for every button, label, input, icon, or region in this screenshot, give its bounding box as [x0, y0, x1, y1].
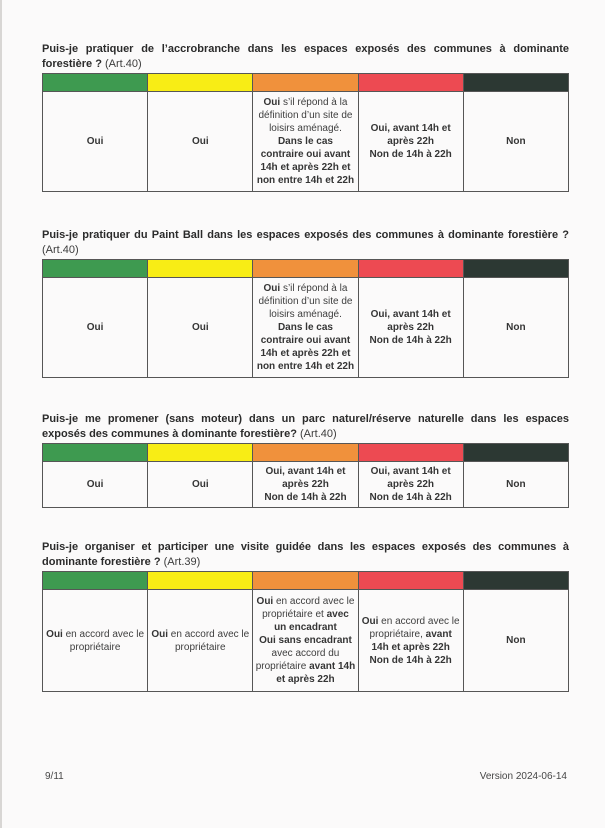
decision-table-promenade: [42, 443, 569, 508]
answer-cell-yellow: [148, 278, 253, 378]
answer-cell-green: [43, 590, 148, 692]
risk-band-yellow: [148, 444, 253, 462]
risk-band-green: [43, 444, 148, 462]
answer-row: [43, 92, 569, 192]
risk-band-black: [463, 572, 568, 590]
answer-text: Oui en accord avec le propriétaire, avant 14h et après 22h Non de 14h à 22h: [361, 615, 460, 666]
risk-band-yellow: [148, 74, 253, 92]
risk-color-band: [43, 74, 569, 92]
decision-table-paintball: [42, 259, 569, 378]
risk-band-yellow: [148, 260, 253, 278]
answer-text: Oui: [86, 136, 104, 147]
answer-row: [43, 590, 569, 692]
risk-band-green: [43, 74, 148, 92]
question-title: Puis-je me promener (sans moteur) dans un parc naturel/réserve naturelle dans les espaces exposés des communes à dominante forestière? (Art.40): [42, 413, 569, 440]
risk-band-orange: [253, 444, 358, 462]
question-block-visite-guidee: [42, 540, 569, 692]
risk-band-black: [463, 74, 568, 92]
answer-text: Oui en accord avec le propriétaire: [151, 628, 250, 653]
answer-cell-orange: [253, 92, 358, 192]
answer-text: Oui en accord avec le propriétaire et avec un encadrant Oui sans encadrant avec accord du propriétaire avant 14h et après 22h: [255, 596, 356, 685]
answer-text: Oui: [86, 322, 104, 333]
answer-cell-green: [43, 462, 148, 508]
answer-cell-red: [358, 462, 463, 508]
question-block-paintball: [42, 228, 569, 378]
answer-text: Oui en accord avec le propriétaire: [46, 628, 145, 653]
risk-band-red: [358, 444, 463, 462]
risk-band-yellow: [148, 572, 253, 590]
answer-cell-yellow: [148, 92, 253, 192]
answer-text: Oui, avant 14h et après 22h Non de 14h à 22h: [264, 466, 347, 503]
answer-text: Non: [506, 136, 526, 147]
answer-row: [43, 462, 569, 508]
question-title: Puis-je organiser et participer une visite guidée dans les espaces exposés des communes à dominante forestière ? (Art.39): [42, 541, 569, 568]
answer-text: Oui, avant 14h et après 22h Non de 14h à 22h: [369, 309, 452, 346]
risk-color-band: [43, 444, 569, 462]
answer-text: Non: [506, 635, 526, 646]
answer-cell-black: [463, 590, 568, 692]
risk-band-red: [358, 572, 463, 590]
answer-row: [43, 278, 569, 378]
answer-cell-red: [358, 278, 463, 378]
answer-text: Oui, avant 14h et après 22h Non de 14h à 22h: [369, 466, 452, 503]
answer-cell-red: [358, 92, 463, 192]
answer-cell-orange: [253, 462, 358, 508]
answer-cell-black: [463, 462, 568, 508]
footer-version: Version 2024-06-14: [479, 771, 567, 782]
risk-color-band: [43, 572, 569, 590]
answer-text: Non: [506, 322, 526, 333]
question-title: Puis-je pratiquer du Paint Ball dans les espaces exposés des communes à dominante forestière ? (Art.40): [42, 229, 569, 256]
answer-text: Oui: [191, 479, 209, 490]
answer-cell-orange: [253, 590, 358, 692]
risk-band-orange: [253, 260, 358, 278]
risk-band-orange: [253, 572, 358, 590]
risk-band-orange: [253, 74, 358, 92]
answer-text: Oui: [86, 479, 104, 490]
answer-cell-green: [43, 92, 148, 192]
answer-text: Oui s’il répond à la définition d’un site de loisirs aménagé. Dans le cas contraire oui avant 14h et après 22h et non entre 14h et 22h: [256, 283, 355, 372]
risk-band-black: [463, 444, 568, 462]
answer-text: Oui: [191, 322, 209, 333]
footer-page-number: 9/11: [45, 771, 64, 782]
answer-text: Oui, avant 14h et après 22h Non de 14h à 22h: [369, 123, 452, 160]
answer-text: Non: [506, 479, 526, 490]
answer-text: Oui: [191, 136, 209, 147]
answer-cell-yellow: [148, 590, 253, 692]
risk-band-red: [358, 260, 463, 278]
answer-cell-black: [463, 278, 568, 378]
question-block-accrobranche: [42, 42, 569, 192]
question-block-promenade: [42, 412, 569, 508]
risk-band-black: [463, 260, 568, 278]
risk-band-red: [358, 74, 463, 92]
answer-cell-black: [463, 92, 568, 192]
answer-cell-red: [358, 590, 463, 692]
answer-text: Oui s’il répond à la définition d’un site de loisirs aménagé. Dans le cas contraire oui avant 14h et après 22h et non entre 14h et 22h: [256, 97, 355, 186]
risk-band-green: [43, 260, 148, 278]
question-title: Puis-je pratiquer de l’accrobranche dans les espaces exposés des communes à dominante forestière ? (Art.40): [42, 43, 569, 70]
answer-cell-green: [43, 278, 148, 378]
decision-table-accrobranche: [42, 73, 569, 192]
risk-color-band: [43, 260, 569, 278]
answer-cell-yellow: [148, 462, 253, 508]
answer-cell-orange: [253, 278, 358, 378]
risk-band-green: [43, 572, 148, 590]
decision-table-visite-guidee: [42, 571, 569, 692]
